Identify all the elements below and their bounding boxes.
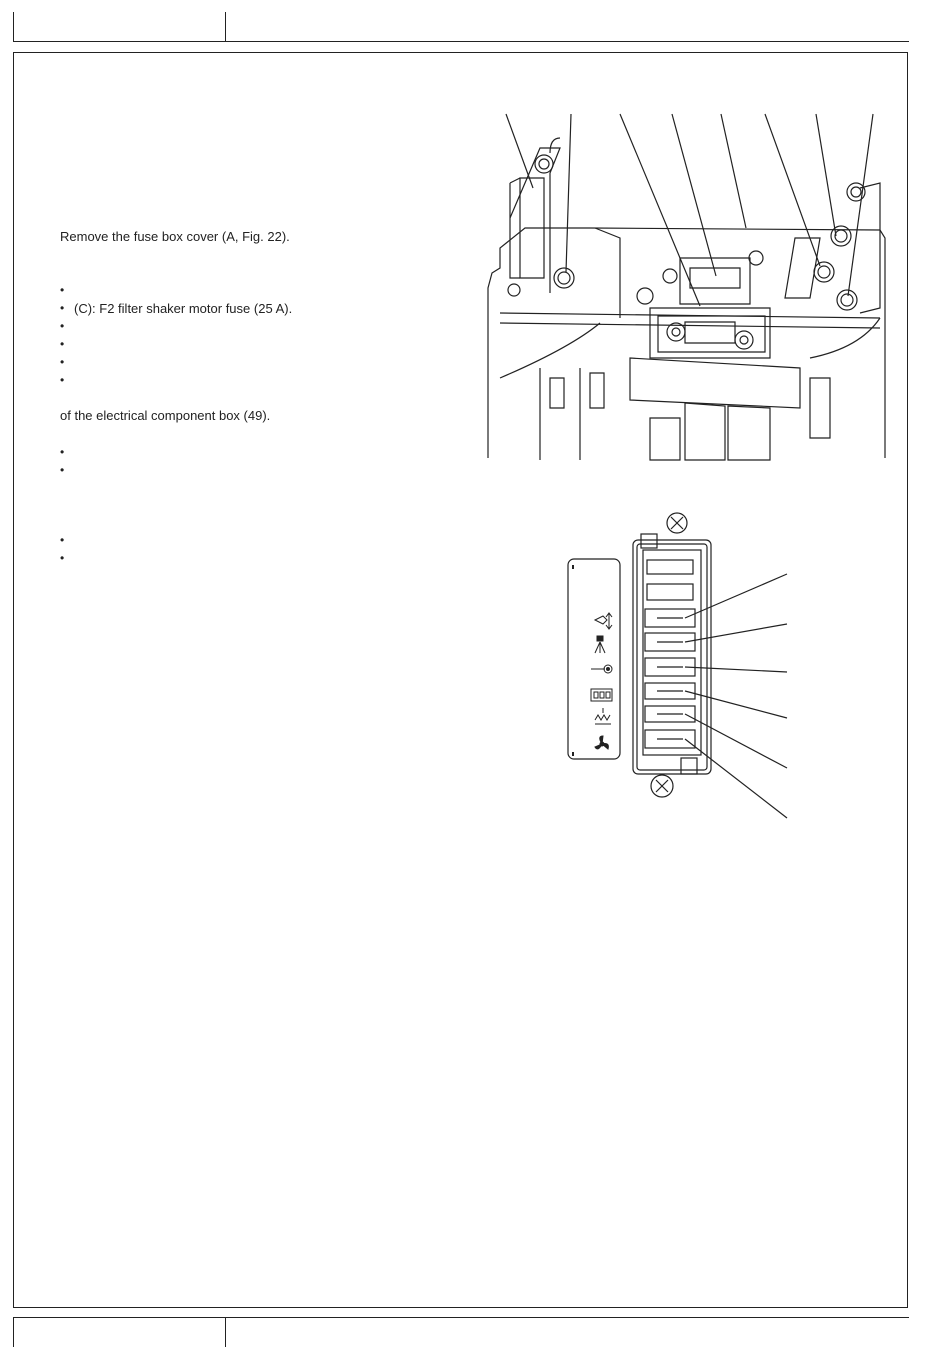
key-switch-icon [591,665,612,673]
footer-divider [225,1317,226,1347]
component-box-illustration [480,108,890,460]
leader-line [848,114,873,296]
leader-line [506,114,533,188]
list-item: • [60,533,65,547]
list-item: • [60,355,65,369]
list-item: • [60,445,65,459]
leader-line [721,114,746,228]
header-divider [225,12,226,41]
scrub-brush-icon [595,708,611,724]
leader-line [685,739,787,818]
leader-line [685,574,787,618]
list-item: • [60,337,65,351]
brush-lift-icon [595,613,612,629]
footer-left-edge [13,1317,14,1347]
list-item: • [60,373,65,387]
leader-line [816,114,836,236]
header-rule [13,41,909,42]
leader-line [765,114,820,266]
header-left-edge [13,12,14,41]
list-item: • [60,301,65,315]
leader-line [685,691,787,718]
leader-line [672,114,716,276]
intro-text: Remove the fuse box cover (A, Fig. 22). [60,229,290,244]
list-item: • [60,551,65,565]
fan-icon [595,736,608,749]
leader-line [566,114,571,272]
component-box-text: of the electrical component box (49). [60,408,271,423]
fuse-label-strip [568,559,620,759]
leader-line [620,114,700,306]
leader-line [685,624,787,642]
list-item: • [60,283,65,297]
list-item: • [60,319,65,333]
fuse-box-diagram [565,512,795,822]
leader-line [685,714,787,768]
list-item: • [60,463,65,477]
footer-rule [13,1317,909,1318]
spray-icon [595,636,605,653]
leader-line [685,667,787,672]
fuse-list-text: (C): F2 filter shaker motor fuse (25 A). [74,301,293,316]
display-icon [591,689,612,701]
